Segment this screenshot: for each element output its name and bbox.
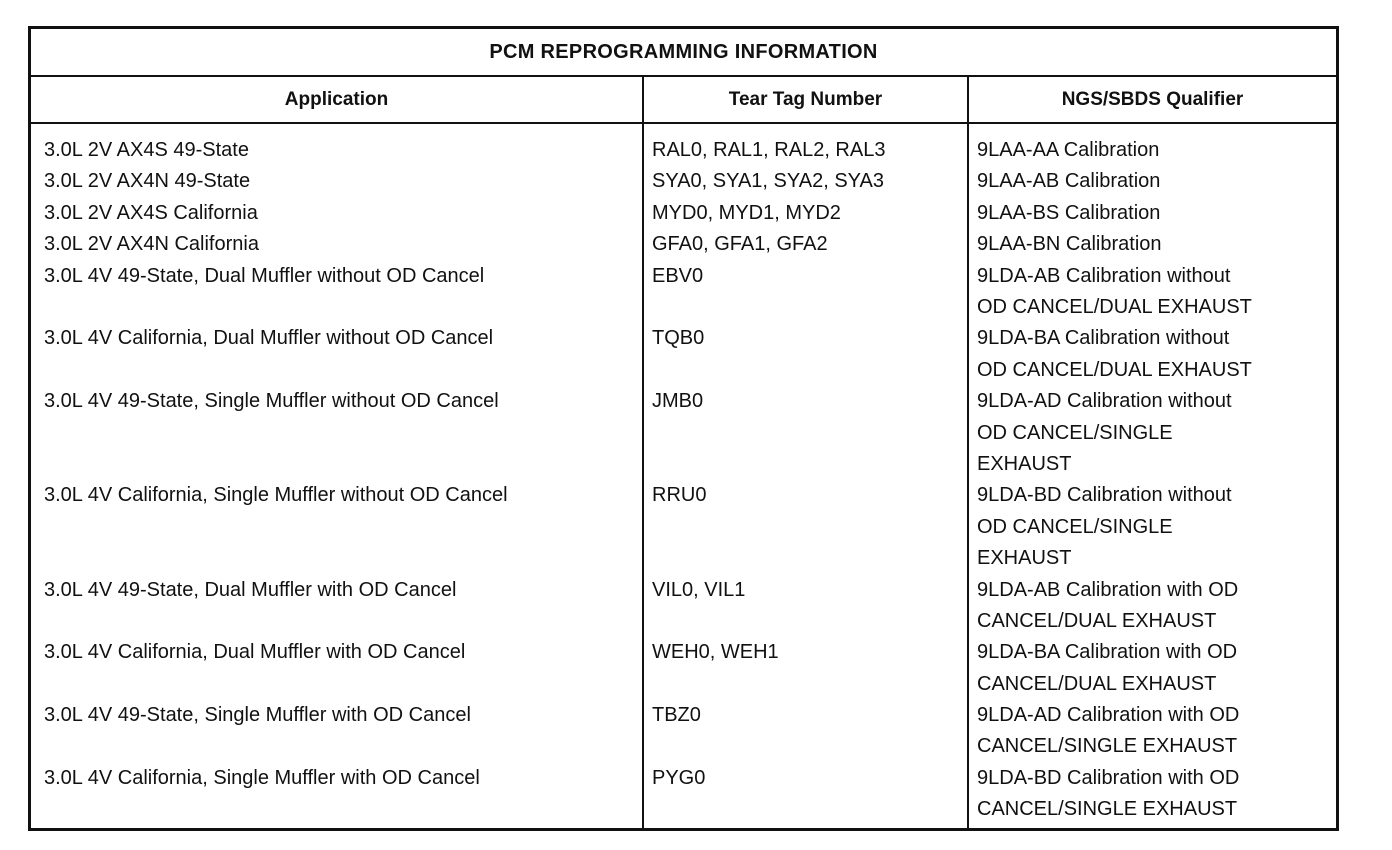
cell-application: 3.0L 2V AX4N California: [44, 233, 259, 256]
cell-application: 3.0L 4V California, Single Muffler without OD Cancel: [44, 484, 508, 507]
cell-application: 3.0L 2V AX4N 49-State: [44, 170, 251, 193]
cell-application: 3.0L 2V AX4S California: [44, 201, 258, 224]
cell-tear-tag-number: GFA0, GFA1, GFA2: [652, 233, 828, 256]
cell-tear-tag-number: MYD0, MYD1, MYD2: [652, 201, 841, 224]
cell-application: 3.0L 4V California, Dual Muffler with OD Cancel: [44, 641, 466, 664]
cell-ngs-sbds-qualifier: [969, 229, 1336, 260]
cell-application: 3.0L 4V California, Single Muffler with OD Cancel: [44, 766, 480, 789]
qualifier-line: 9LDA-AD Calibration without: [977, 390, 1232, 413]
cell-application: 3.0L 2V AX4S 49-State: [44, 139, 249, 161]
qualifier-line: 9LDA-BA Calibration without: [977, 327, 1230, 350]
cell-application: 3.0L 4V 49-State, Single Muffler with OD Cancel: [44, 704, 471, 727]
table-row: [31, 166, 1336, 197]
qualifier-line: EXHAUST: [977, 547, 1072, 570]
qualifier-line: EXHAUST: [977, 452, 1072, 475]
cell-tear-tag-number: SYA0, SYA1, SYA2, SYA3: [652, 170, 884, 193]
qualifier-line: 9LDA-AD Calibration with OD: [977, 704, 1240, 727]
header-ngs-sbds-qualifier: NGS/SBDS Qualifier: [1061, 88, 1244, 110]
qualifier-line: OD CANCEL/SINGLE: [977, 515, 1173, 538]
table-row: [31, 637, 1336, 700]
cell-tear-tag-number: TBZ0: [652, 704, 701, 727]
cell-application: 3.0L 4V 49-State, Dual Muffler without OD Cancel: [44, 264, 485, 287]
cell-ngs-sbds-qualifier: [969, 135, 1336, 166]
cell-ngs-sbds-qualifier: [969, 323, 1336, 386]
cell-ngs-sbds-qualifier: [969, 166, 1336, 197]
qualifier-line: 9LDA-AB Calibration with OD: [977, 578, 1239, 601]
cell-application: 3.0L 4V 49-State, Dual Muffler with OD Cancel: [44, 578, 457, 601]
qualifier-line: OD CANCEL/DUAL EXHAUST: [977, 358, 1252, 381]
cell-ngs-sbds-qualifier: [969, 637, 1336, 700]
cell-tear-tag-number: RRU0: [652, 484, 707, 507]
pcm-reprogramming-table: [28, 26, 1339, 831]
table-title: PCM REPROGRAMMING INFORMATION: [31, 29, 1336, 77]
table-row: [31, 135, 1336, 166]
cell-ngs-sbds-qualifier: [969, 575, 1336, 638]
table-row: [31, 480, 1336, 574]
table-row: [31, 763, 1336, 826]
qualifier-line: OD CANCEL/DUAL EXHAUST: [977, 296, 1252, 319]
qualifier-line: 9LAA-AA Calibration: [977, 139, 1160, 161]
table-row: [31, 700, 1336, 763]
table-header-row: [31, 77, 1336, 124]
qualifier-line: 9LDA-BD Calibration with OD: [977, 766, 1240, 789]
cell-ngs-sbds-qualifier: [969, 261, 1336, 324]
table-row: [31, 323, 1336, 386]
qualifier-line: CANCEL/DUAL EXHAUST: [977, 609, 1217, 632]
cell-application: 3.0L 4V 49-State, Single Muffler without OD Cancel: [44, 390, 499, 413]
table-row: [31, 575, 1336, 638]
cell-tear-tag-number: VIL0, VIL1: [652, 578, 746, 601]
table-row: [31, 229, 1336, 260]
cell-tear-tag-number: RAL0, RAL1, RAL2, RAL3: [652, 139, 886, 161]
table-body: [31, 124, 1336, 828]
qualifier-line: 9LDA-AB Calibration without: [977, 264, 1231, 287]
qualifier-line: 9LAA-BS Calibration: [977, 201, 1161, 224]
table-row: [31, 198, 1336, 229]
qualifier-line: CANCEL/DUAL EXHAUST: [977, 672, 1217, 695]
cell-tear-tag-number: JMB0: [652, 390, 704, 413]
qualifier-line: 9LAA-BN Calibration: [977, 233, 1162, 256]
qualifier-line: 9LAA-AB Calibration: [977, 170, 1161, 193]
cell-ngs-sbds-qualifier: [969, 763, 1336, 826]
cell-tear-tag-number: EBV0: [652, 264, 704, 287]
qualifier-line: 9LDA-BA Calibration with OD: [977, 641, 1238, 664]
table-row: [31, 261, 1336, 324]
qualifier-line: CANCEL/SINGLE EXHAUST: [977, 798, 1238, 821]
cell-ngs-sbds-qualifier: [969, 480, 1336, 574]
cell-tear-tag-number: TQB0: [652, 327, 705, 350]
qualifier-line: 9LDA-BD Calibration without: [977, 484, 1232, 507]
table-rows: [31, 135, 1336, 826]
cell-ngs-sbds-qualifier: [969, 198, 1336, 229]
cell-tear-tag-number: PYG0: [652, 766, 706, 789]
cell-tear-tag-number: WEH0, WEH1: [652, 641, 779, 664]
cell-application: 3.0L 4V California, Dual Muffler without OD Cancel: [44, 327, 494, 350]
table-row: [31, 386, 1336, 480]
header-application: Application: [31, 77, 644, 122]
qualifier-line: OD CANCEL/SINGLE: [977, 421, 1173, 444]
header-tear-tag-number: Tear Tag Number: [644, 77, 969, 122]
qualifier-line: CANCEL/SINGLE EXHAUST: [977, 735, 1238, 758]
cell-ngs-sbds-qualifier: [969, 700, 1336, 763]
cell-ngs-sbds-qualifier: [969, 386, 1336, 480]
